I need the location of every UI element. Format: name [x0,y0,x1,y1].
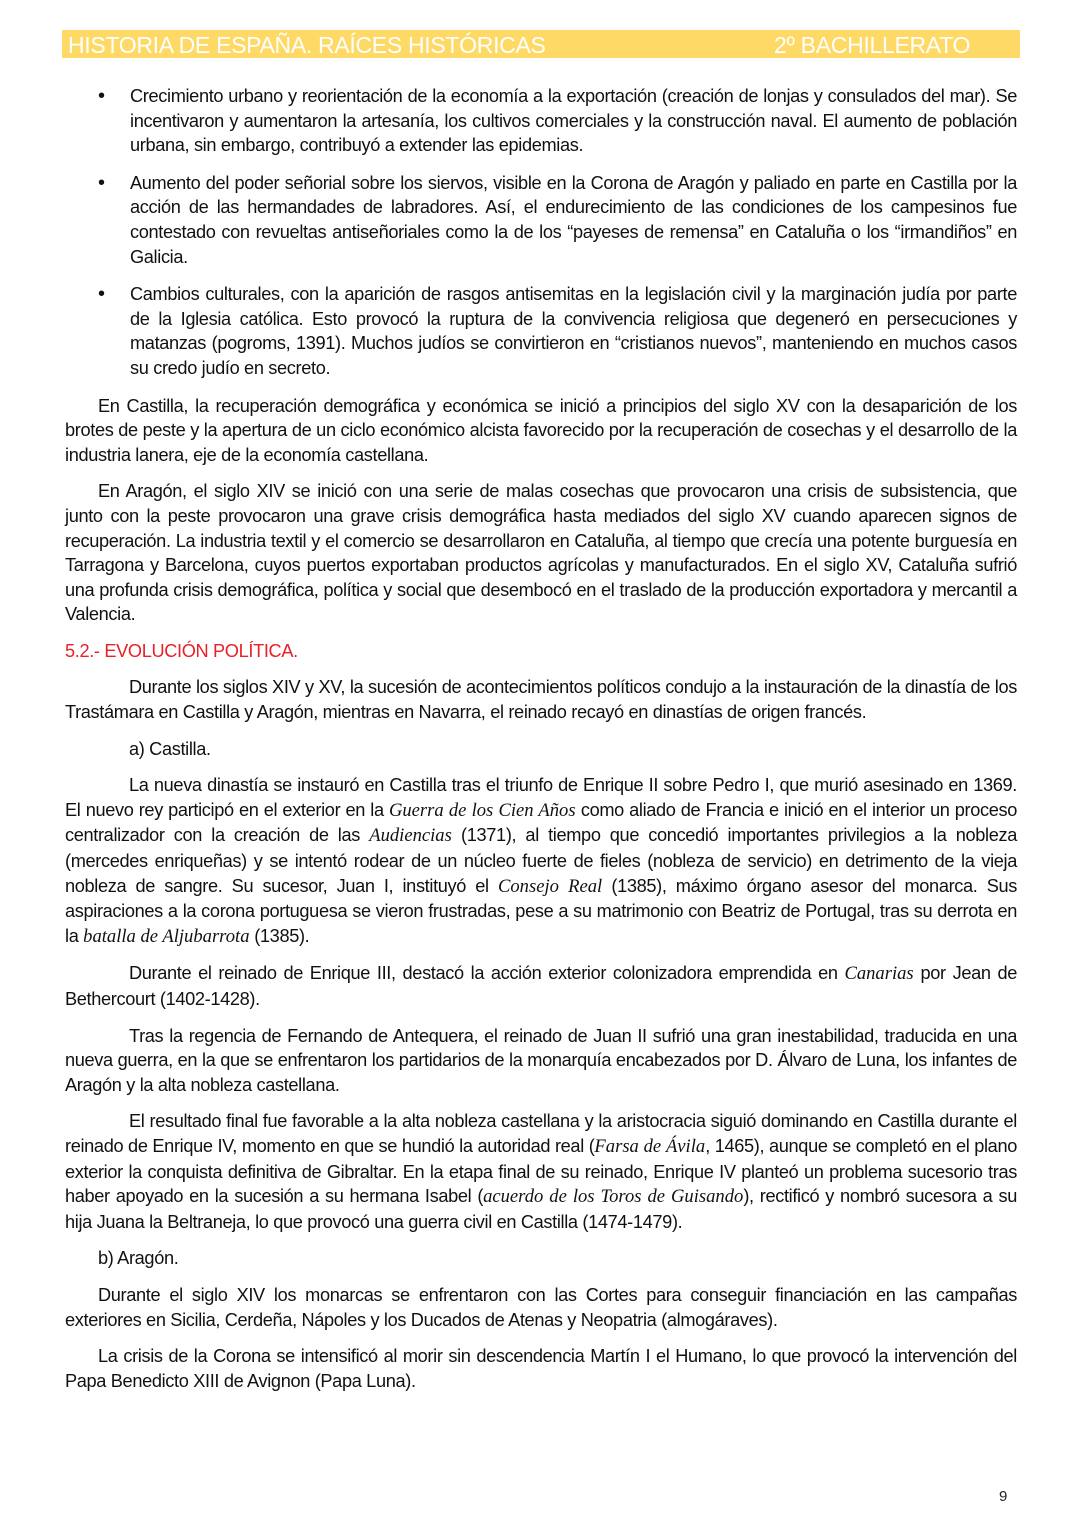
page-number: 9 [999,1488,1008,1505]
section-intro: Durante los siglos XIV y XV, la sucesión de acontecimientos políticos condujo a la instauración de la dinastía de los Trastámara en Castilla y Aragón, mientras en Navarra, el reinado recayó en dinastías de origen francés. [65,677,1017,723]
italic-term: Audiencias [369,825,452,847]
section-title: 5.2.- EVOLUCIÓN POLÍTICA. [65,640,298,661]
bullet-item: • Cambios culturales, con la aparición de rasgos antisemitas en la legislación civil y la marginación judía por parte de la Iglesia católica. Esto provocó la ruptura de la convivencia religiosa que degeneró en persecuciones y matanzas (pogroms, 1391). Muchos judíos se convirtieron en “cristianos nuevos”, manteniendo en muchos casos su credo judío en secreto. [65,282,1017,380]
italic-term: Canarias [844,963,914,985]
paragraph-enrique-iv: El resultado final fue favorable a la alta nobleza castellana y la aristocracia siguió dominando en Castilla durante el reinado de Enrique IV, momento en que se hundió la autoridad real (Farsa de Ávila, 1465), aunque se completó en el plano exterior la conquista definitiva de Gibraltar. En la etapa final de su reinado, Enrique IV planteó un problema sucesorio tras haber apoyado en la sucesión a su hermana Isabel (acuerdo de los Toros de Guisando), rectificó y nombró sucesora a su hija Juana la Beltraneja, lo que provocó una guerra civil en Castilla (1474-1479). [65,1111,1017,1232]
paragraph-castilla-economy: En Castilla, la recuperación demográfica y económica se inició a principios del siglo XV con la desaparición de los brotes de peste y la apertura de un ciclo económico alcista favorecido por la recuperación de cosechas y el desarrollo de la industria lanera, eje de la economía castellana. [65,395,1017,465]
paragraph-aragon-cortes: Durante el siglo XIV los monarcas se enfrentaron con las Cortes para conseguir financiación en las campañas exteriores en Sicilia, Cerdeña, Nápoles y los Ducados de Atenas y Neopatria (almogáraves). [65,1284,1017,1330]
bullet-item: • Aumento del poder señorial sobre los siervos, visible en la Corona de Aragón y paliado en parte en Castilla por la acción de las hermandades de labradores. Así, el endurecimiento de las condiciones de los campesinos fue contestado con revueltas antiseñoriales como la de los “payeses de remensa” en Cataluña o los “irmandiños” en Galicia. [65,171,1017,269]
italic-term: acuerdo de los Toros de Guisando [483,1186,744,1208]
italic-term: Farsa de Ávila [594,1135,706,1157]
paragraph-aragon-crisis: La crisis de la Corona se intensificó al morir sin descendencia Martín I el Humano, lo que provocó la intervención del Papa Benedicto XIII de Avignon (Papa Luna). [65,1346,1017,1391]
paragraph-castilla-dynasty: La nueva dinastía se instauró en Castilla tras el triunfo de Enrique II sobre Pedro I, que murió asesinado en 1369. El nuevo rey participó en el exterior en la Guerra de los Cien Años como aliado de Francia e inició en el interior un proceso centralizador con la creación de las Audiencias (1371), al tiempo que concedió importantes privilegios a la nobleza (mercedes enriqueñas) y se intentó rodear de un núcleo fuerte de fieles (nobleza de servicio) en detrimento de la vieja nobleza de sangre. Su sucesor, Juan I, instituyó el Consejo Real (1385), máximo órgano asesor del monarca. Sus aspiraciones a la corona portuguesa se vieron frustradas, pese a su matrimonio con Beatriz de Portugal, tras su derrota en la batalla de Aljubarrota (1385). [65,775,1018,947]
page-header [62,30,1020,58]
paragraph-juan-ii: Tras la regencia de Fernando de Antequera, el reinado de Juan II sufrió una gran inestabilidad, traducida en una nueva guerra, en la que se enfrentaron los partidarios de la monarquía encabezados por D. Álvaro de Luna, los infantes de Aragón y la alta nobleza castellana. [65,1025,1017,1095]
subsection-heading-castilla: a) Castilla. [129,738,211,759]
italic-term: batalla de Aljubarrota [83,925,250,947]
italic-term: Guerra de los Cien Años [388,799,576,821]
document-body [65,84,1017,1405]
italic-term: Consejo Real [497,875,603,897]
paragraph-enrique-iii: Durante el reinado de Enrique III, destacó la acción exterior colonizadora emprendida en Canarias por Jean de Bethercourt (1402-1428). [65,963,1017,1009]
paragraph-aragon-economy: En Aragón, el siglo XIV se inició con una serie de malas cosechas que provocaron una crisis de subsistencia, que junto con la peste provocaron una grave crisis demográfica hasta mediados del siglo XV cuando aparecen signos de recuperación. La industria textil y el comercio se desarrollaron en Cataluña, al tiempo que crecía una potente burguesía en Tarragona y Barcelona, cuyos puertos exportaban productos agrícolas y manufacturados. En el siglo XV, Cataluña sufrió una profunda crisis demográfica, política y social que desembocó en el traslado de la producción exportadora y mercantil a Valencia. [65,481,1017,625]
subsection-heading-aragon: b) Aragón. [98,1248,179,1269]
header-title: HISTORIA DE ESPAÑA. RAÍCES HISTÓRICAS [68,32,546,58]
bullet-list [65,84,1017,381]
header-course: 2º BACHILLERATO [774,32,971,58]
bullet-item: • Crecimiento urbano y reorientación de la economía a la exportación (creación de lonjas y consulados del mar). Se incentivaron y aumentaron la artesanía, los cultivos comerciales y la construcción naval. El aumento de población urbana, sin embargo, contribuyó a extender las epidemias. [65,84,1017,158]
